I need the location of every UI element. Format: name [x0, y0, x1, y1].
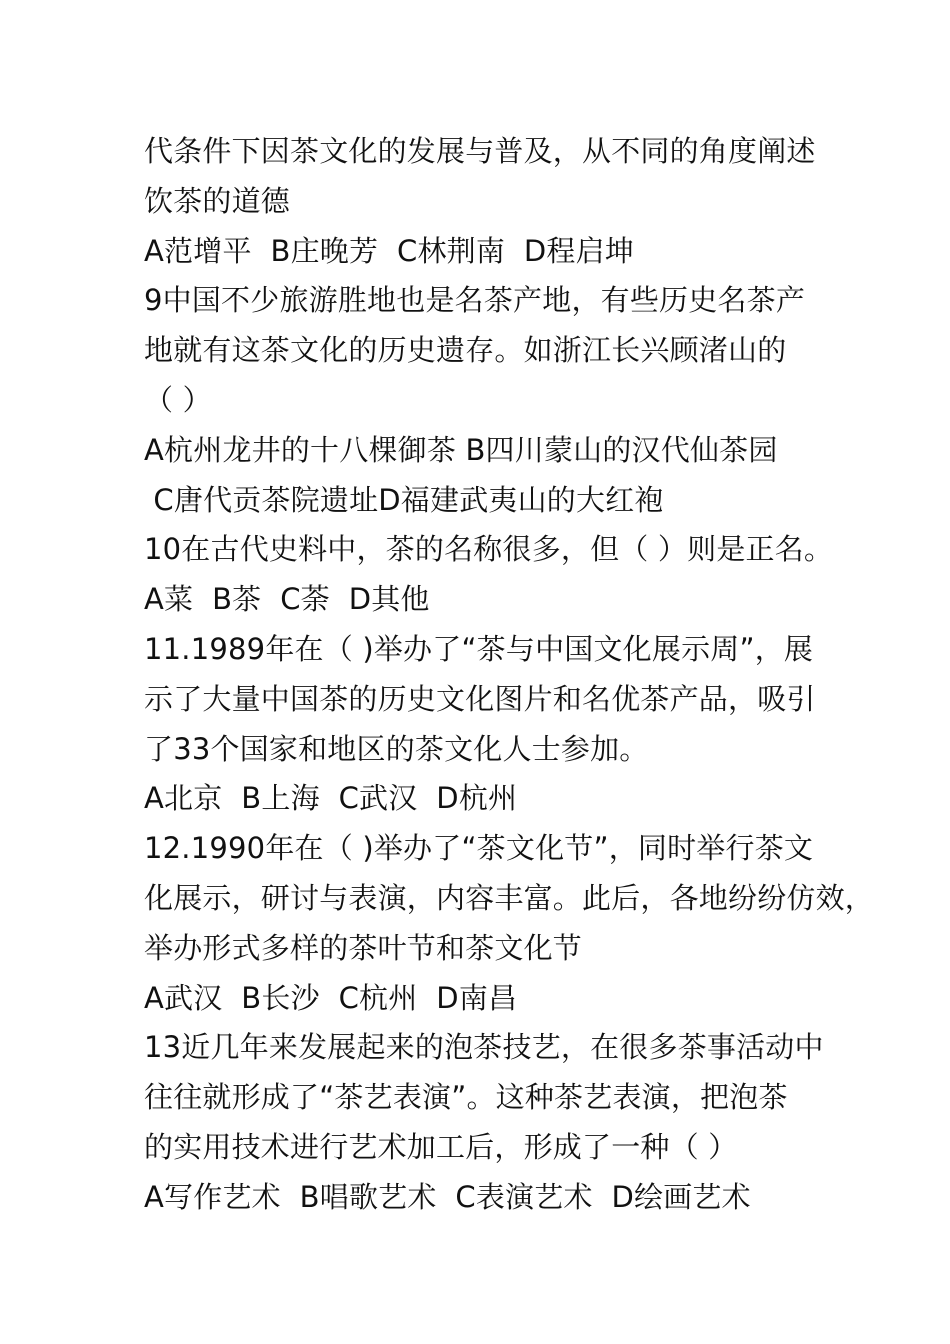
document-body [144, 127, 875, 1223]
question-9-line-1: 9中国不少旅游胜地也是名茶产地，有些历史名茶产 [144, 283, 806, 318]
question-11-options: A北京 B上海 C武汉 D杭州 [144, 781, 518, 816]
question-11-line-3: 了33个国家和地区的茶文化人士参加。 [144, 731, 649, 766]
question-11-line-1: 11.1989年在（ )举办了“茶与中国文化展示周”，展 [144, 631, 814, 666]
question-13-line-1: 13近几年来发展起来的泡茶技艺，在很多茶事活动中 [144, 1030, 824, 1065]
question-9-options-2: C唐代贡茶院遗址D福建武夷山的大红袍 [144, 482, 664, 517]
question-12-line-3: 举办形式多样的茶叶节和茶文化节 [144, 930, 583, 965]
question-9-blank: （ ） [144, 382, 212, 417]
question-12-options: A武汉 B长沙 C杭州 D南昌 [144, 980, 518, 1015]
text-line-1: 代条件下因茶文化的发展与普及，从不同的角度阐述 [144, 134, 816, 168]
question-9-options-1: A杭州龙井的十八棵御茶 B四川蒙山的汉代仙茶园 [144, 432, 778, 467]
question-12-line-1: 12.1990年在（ )举办了“茶文化节”，同时举行茶文 [144, 831, 814, 866]
question-13-line-3: 的实用技术进行艺术加工后，形成了一种（ ） [144, 1129, 738, 1164]
question-13-options: A写作艺术 B唱歌艺术 C表演艺术 D绘画艺术 [144, 1179, 751, 1214]
question-9-line-2: 地就有这茶文化的历史遗存。如浙江长兴顾渚山的 [144, 333, 787, 368]
text-line-2: 饮茶的道德 [144, 183, 291, 218]
question-13-line-2: 往往就形成了“茶艺表演”。这种茶艺表演，把泡茶 [144, 1080, 788, 1115]
question-10: 10在古代史料中，茶的名称很多，但（ ）则是正名。 [144, 532, 834, 567]
question-12-line-2: 化展示，研讨与表演，内容丰富。此后，各地纷纷仿效， [144, 880, 875, 915]
question-10-options: A菜 B茶 C荼 D其他 [144, 582, 430, 617]
question-8-options: A范增平 B庄晚芳 C林荆南 D程启坤 [144, 233, 635, 268]
question-11-line-2: 示了大量中国茶的历史文化图片和名优茶产品，吸引 [144, 681, 816, 716]
